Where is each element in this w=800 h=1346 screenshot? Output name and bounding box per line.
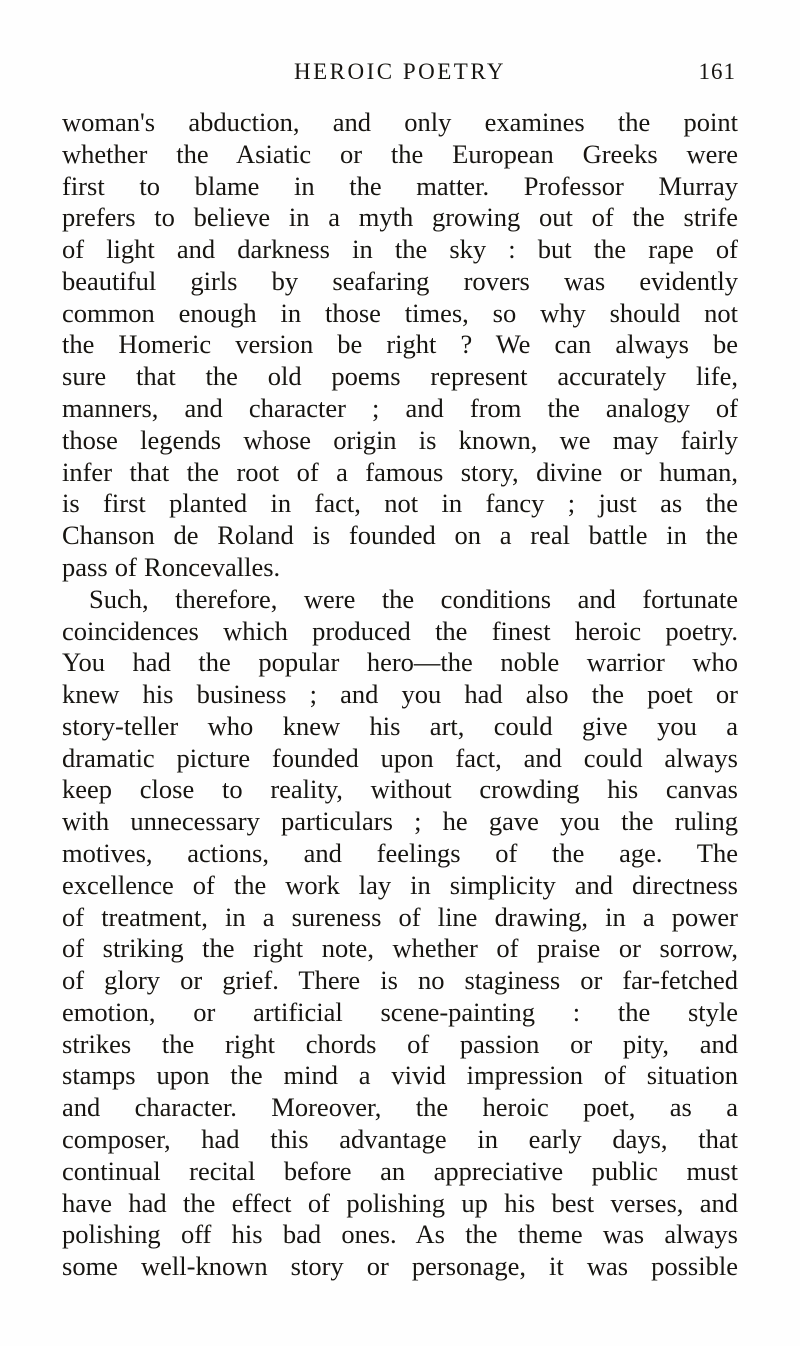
page-header (62, 56, 738, 88)
text-line: dramatic picture founded upon fact, and could always (62, 742, 738, 773)
text-line: motives, actions, and feelings of the age. The (62, 837, 738, 868)
text-line: You had the popular hero—the noble warrior who (62, 647, 738, 678)
text-line: emotion, or artificial scene-painting : the style (62, 996, 738, 1027)
text-line: of glory or grief. There is no staginess or far-fetched (62, 965, 738, 996)
text-line: common enough in those times, so why should not (62, 297, 738, 328)
page-number: 161 (698, 59, 736, 84)
text-line: keep close to reality, without crowding his canvas (62, 774, 738, 805)
text-line: woman's abduction, and only examines the point (62, 107, 738, 137)
text-line: composer, had this advantage in early days, that (62, 1124, 738, 1154)
text-line: of treatment, in a sureness of line drawing, in a power (62, 901, 738, 932)
text-line: and character. Moreover, the heroic poet, as a (62, 1092, 738, 1123)
text-line: story-teller who knew his art, could give you a (62, 710, 738, 741)
text-line: Chanson de Roland is founded on a real battle in the (62, 520, 738, 551)
text-line: have had the effect of polishing up his best verses, and (62, 1187, 738, 1218)
text-line: knew his business ; and you had also the poet or (62, 679, 738, 710)
text-line: strikes the right chords of passion or pity, and (62, 1028, 738, 1059)
text-line: sure that the old poems represent accurately life, (62, 361, 738, 392)
text-line: of light and darkness in the sky : but the rape of (62, 234, 738, 265)
text-line: excellence of the work lay in simplicity and directness (62, 869, 738, 900)
text-line: of striking the right note, whether of praise or sorrow, (62, 933, 738, 964)
text-line: some well-known story or personage, it was possible (62, 1251, 738, 1282)
text-line: first to blame in the matter. Professor Murray (62, 170, 738, 201)
text-line: those legends whose origin is known, we may fairly (62, 424, 738, 455)
text-line: is first planted in fact, not in fancy ; just as the (62, 488, 738, 519)
text-line: stamps upon the mind a vivid impression of situation (62, 1060, 738, 1091)
text-line: continual recital before an appreciative public must (62, 1155, 738, 1186)
text-line: polishing off his bad ones. As the theme was always (62, 1219, 738, 1250)
text-line: the Homeric version be right ? We can always be (62, 329, 738, 360)
text-line: Such, therefore, were the conditions and fortunate (89, 583, 738, 614)
text-line: whether the Asiatic or the European Greeks were (62, 138, 738, 169)
text-line: prefers to believe in a myth growing out of the strife (62, 202, 738, 233)
text-line: beautiful girls by seafaring rovers was evidently (62, 265, 738, 296)
text-line: with unnecessary particulars ; he gave you the ruling (62, 806, 738, 837)
paragraph (62, 107, 738, 584)
text-line: pass of Roncevalles. (62, 551, 281, 582)
paragraph (62, 584, 738, 1283)
running-title: HEROIC POETRY (293, 59, 507, 84)
text-line: infer that the root of a famous story, divine or human, (62, 456, 738, 487)
body-text (62, 107, 738, 1283)
text-line: coincidences which produced the finest heroic poetry. (62, 615, 738, 646)
text-line: manners, and character ; and from the analogy of (62, 393, 738, 424)
